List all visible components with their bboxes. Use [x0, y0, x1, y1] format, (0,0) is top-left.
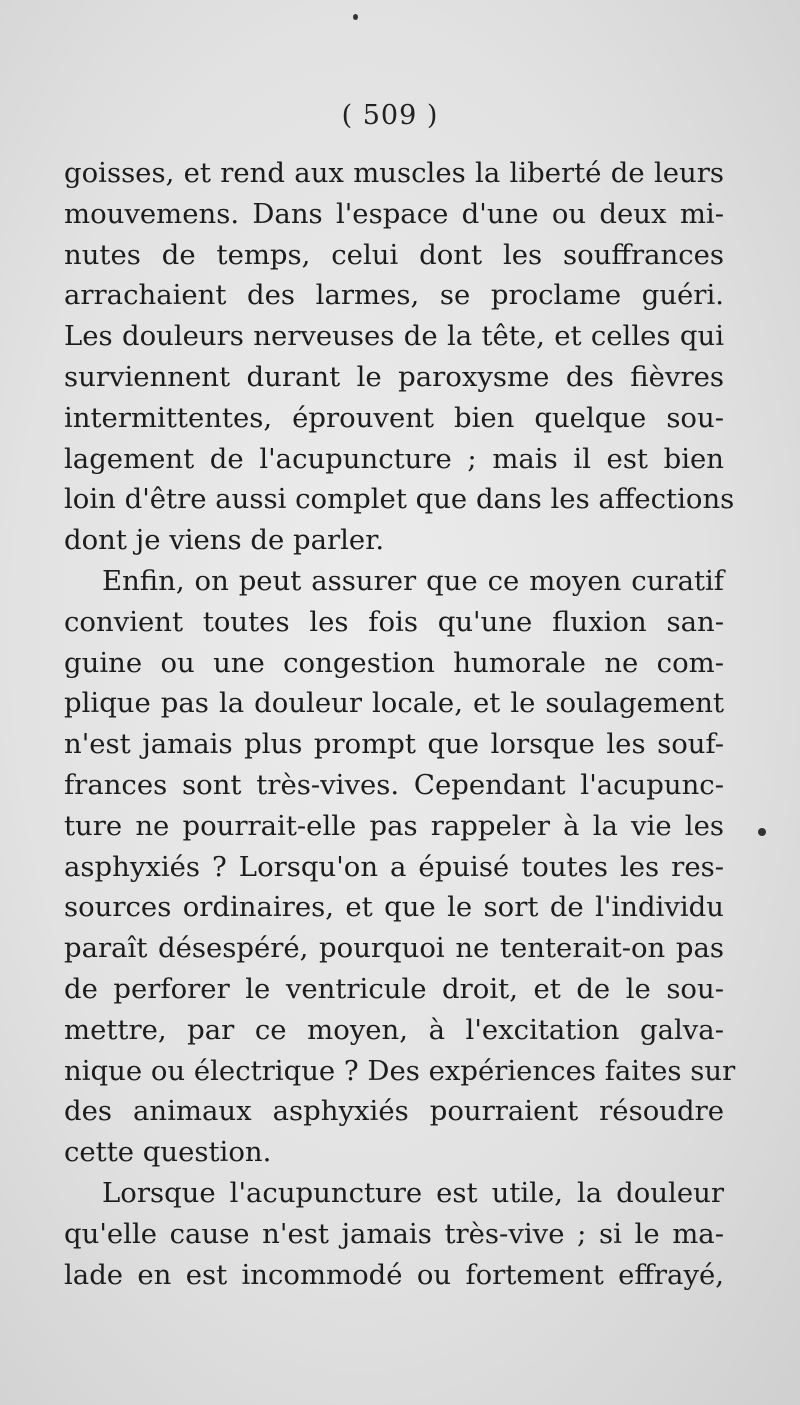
- text-line: arrachaient des larmes, se proclame guéri.: [64, 279, 724, 312]
- text-line: lade en est incommodé ou fortement effrayé,: [64, 1258, 724, 1291]
- ink-speck: [758, 828, 766, 836]
- text-line: mettre, par ce moyen, à l'excitation galva-: [64, 1013, 724, 1046]
- text-line: lagement de l'acupuncture ; mais il est bien: [64, 442, 724, 475]
- text-line: loin d'être aussi complet que dans les affections: [64, 483, 735, 516]
- text-line: mouvemens. Dans l'espace d'une ou deux mi-: [64, 197, 724, 230]
- ink-speck: [353, 14, 358, 20]
- text-line: des animaux asphyxiés pourraient résoudre: [64, 1095, 724, 1128]
- text-line: Lorsque l'acupuncture est utile, la douleur: [102, 1176, 724, 1209]
- text-line: cette question.: [64, 1136, 272, 1169]
- text-line: asphyxiés ? Lorsqu'on a épuisé toutes les res-: [64, 850, 724, 883]
- text-line: guine ou une congestion humorale ne com-: [64, 646, 724, 679]
- text-line: convient toutes les fois qu'une fluxion san-: [64, 605, 724, 638]
- text-line: Enfin, on peut assurer que ce moyen curatif: [102, 564, 724, 597]
- page-number: ( 509 ): [341, 100, 439, 131]
- text-line: surviennent durant le paroxysme des fièvres: [64, 360, 724, 393]
- text-line: de perforer le ventricule droit, et de le sou-: [64, 972, 724, 1005]
- text-line: paraît désespéré, pourquoi ne tenterait-on pas: [64, 932, 724, 965]
- text-line: nutes de temps, celui dont les souffrances: [64, 238, 724, 271]
- text-line: ture ne pourrait-elle pas rappeler à la vie les: [64, 809, 724, 842]
- text-line: dont je viens de parler.: [64, 524, 385, 557]
- text-line: sources ordinaires, et que le sort de l'individu: [64, 891, 724, 924]
- text-line: n'est jamais plus prompt que lorsque les souf-: [64, 728, 724, 761]
- text-line: nique ou électrique ? Des expériences faites sur: [64, 1054, 736, 1087]
- text-line: Les douleurs nerveuses de la tête, et celles qui: [64, 320, 724, 353]
- body-text: [64, 153, 736, 1295]
- text-line: intermittentes, éprouvent bien quelque sou-: [64, 401, 724, 434]
- text-line: qu'elle cause n'est jamais très-vive ; si le ma-: [64, 1217, 724, 1250]
- text-line: goisses, et rend aux muscles la liberté de leurs: [64, 157, 724, 189]
- text-line: frances sont très-vives. Cependant l'acupunc-: [64, 768, 724, 801]
- text-line: plique pas la douleur locale, et le soulagement: [64, 687, 724, 720]
